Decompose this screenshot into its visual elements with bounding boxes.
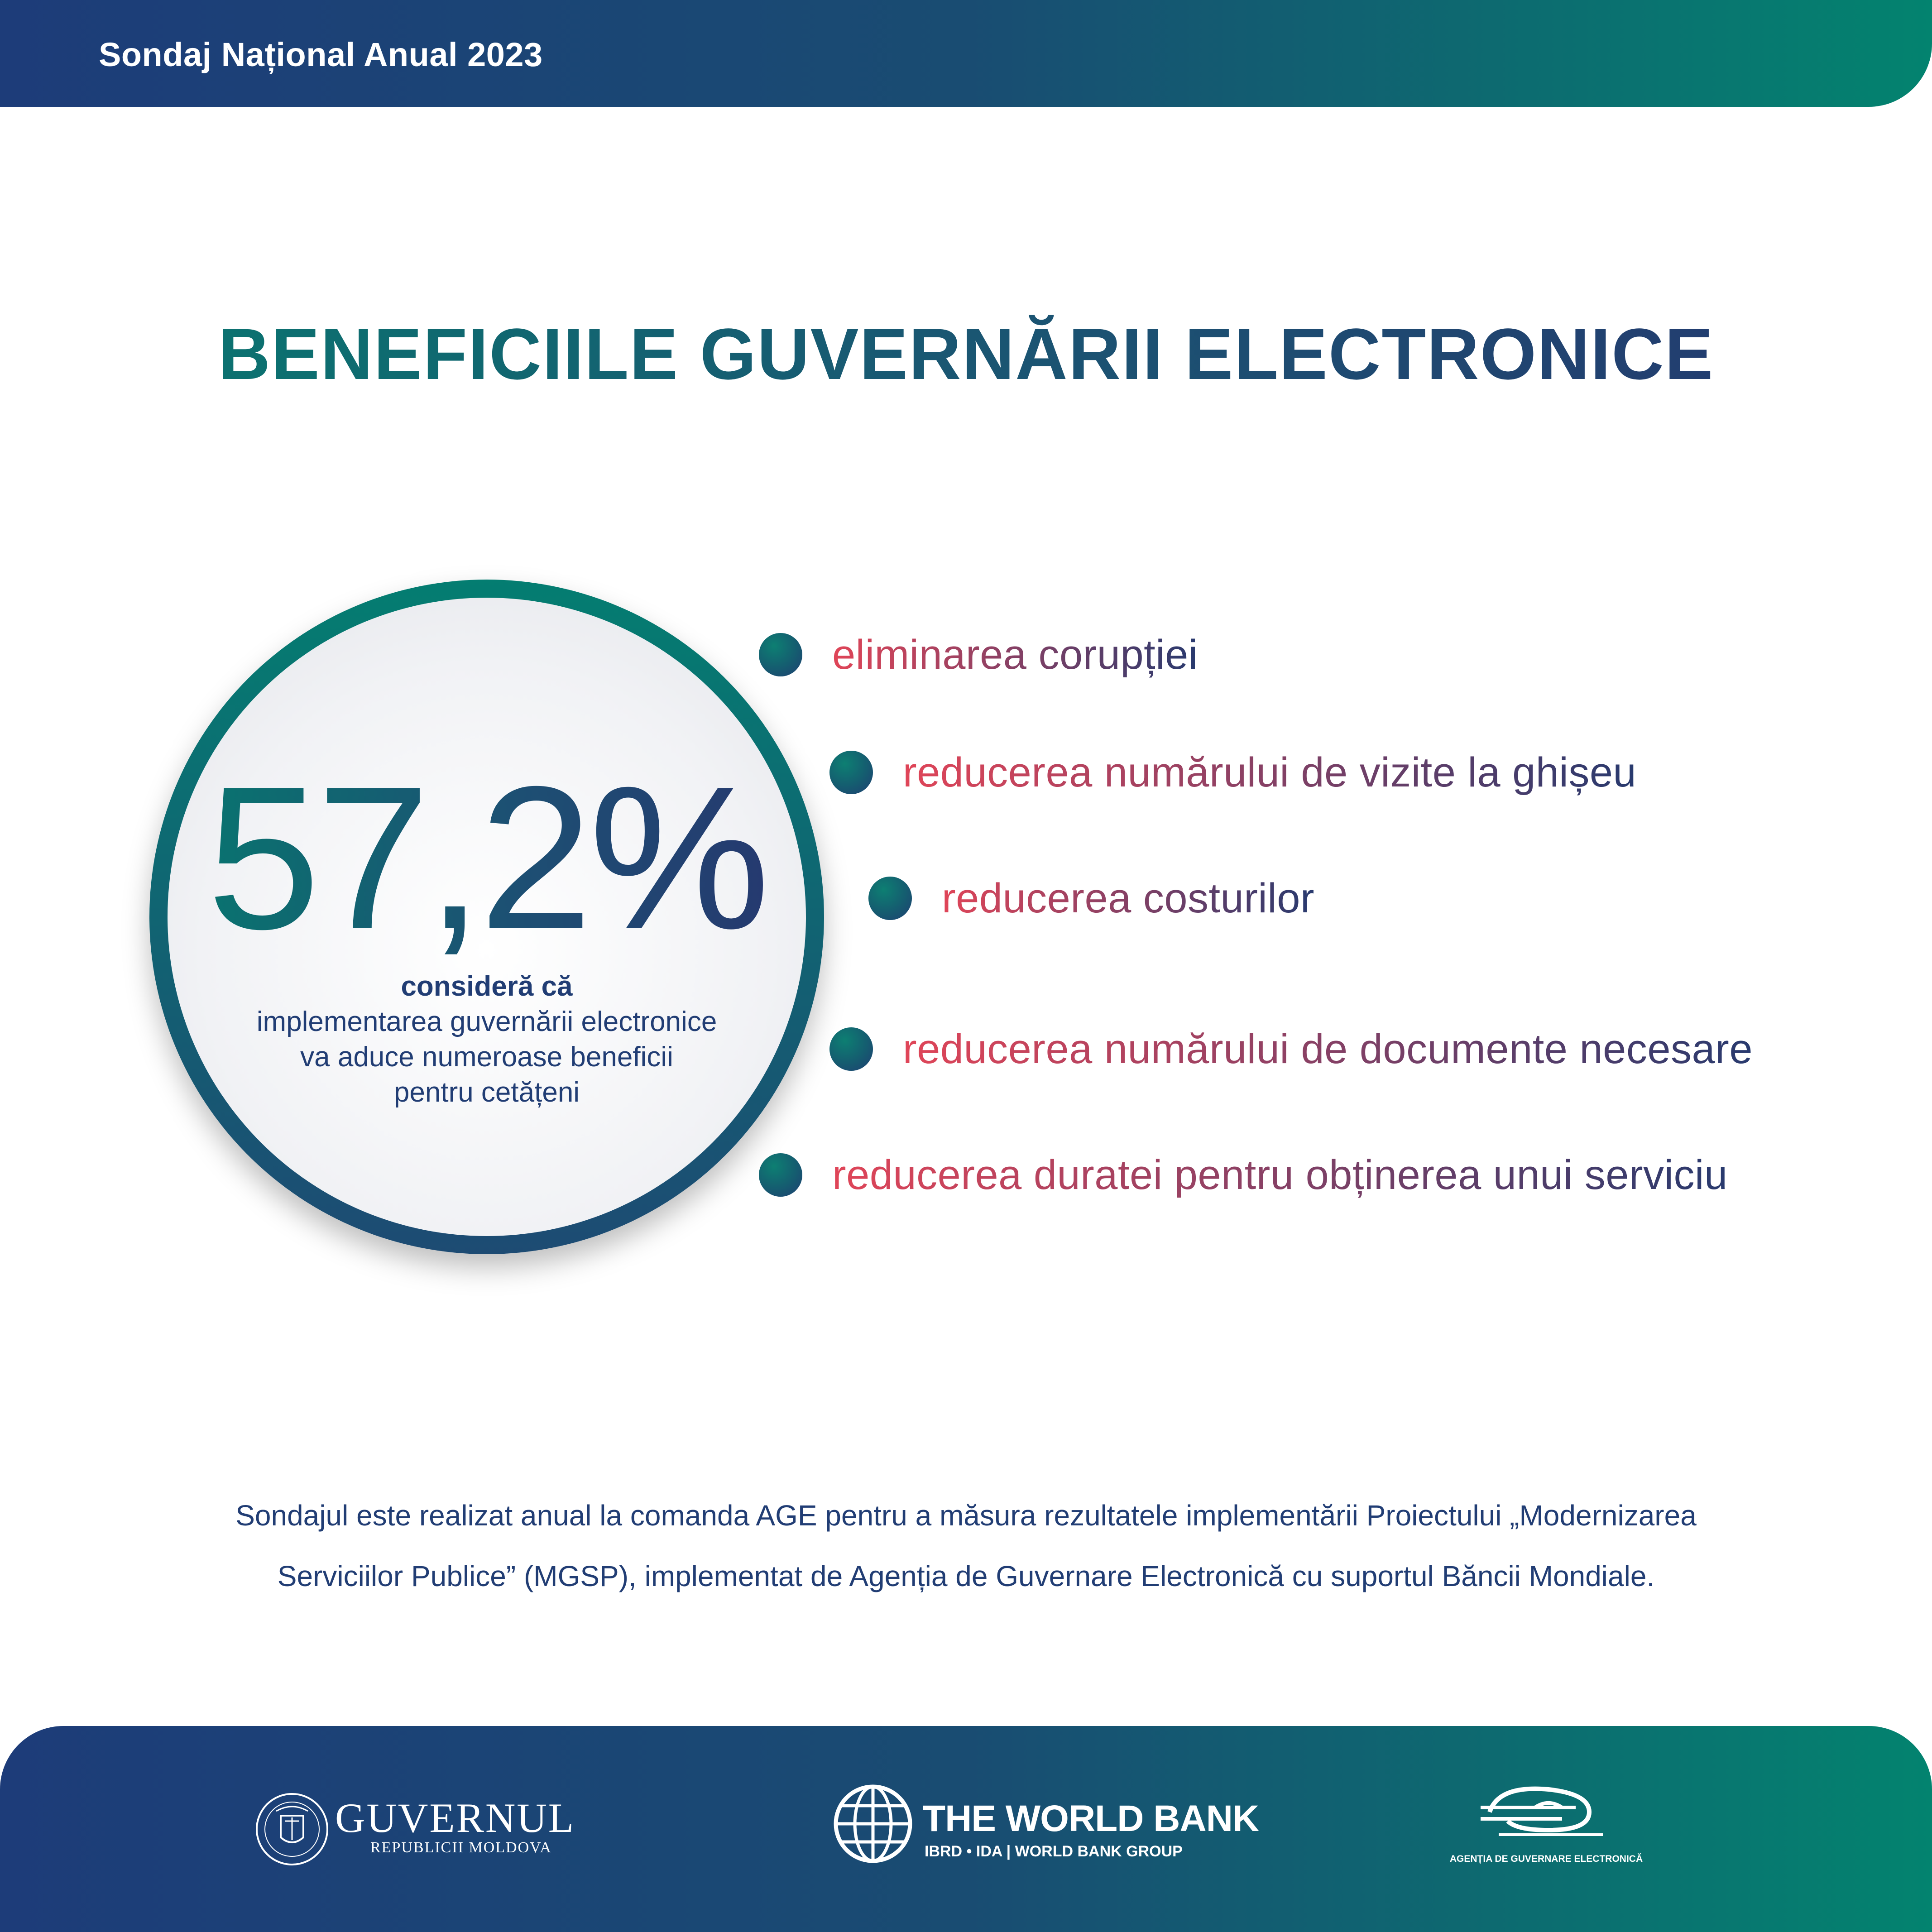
footer-bar bbox=[0, 1726, 1932, 1932]
world-bank-logo bbox=[832, 1783, 1259, 1874]
government-subtitle: REPUBLICII MOLDOVA bbox=[370, 1839, 552, 1856]
world-bank-subtitle: IBRD • IDA | WORLD BANK GROUP bbox=[925, 1843, 1183, 1860]
bullet-dot-icon bbox=[759, 633, 802, 676]
benefit-item bbox=[759, 630, 1198, 680]
benefit-text: eliminarea corupției bbox=[832, 631, 1198, 678]
benefit-item bbox=[829, 1024, 1753, 1074]
stat-line: pentru cetățeni bbox=[393, 1077, 580, 1108]
government-name: GUVERNUL bbox=[335, 1795, 575, 1841]
survey-label: Sondaj Național Anual 2023 bbox=[99, 36, 543, 73]
benefit-item bbox=[759, 1150, 1728, 1200]
benefit-text: reducerea duratei pentru obținerea unui serviciu bbox=[832, 1151, 1728, 1198]
stat-lead: consideră că bbox=[401, 971, 573, 1002]
footnote-line: Sondajul este realizat anual la comanda AGE pentru a măsura rezultatele implementării Proiectului „Modernizarea bbox=[235, 1499, 1697, 1532]
stat-line: implementarea guvernării electronice bbox=[256, 1006, 717, 1037]
age-logo bbox=[1440, 1780, 1653, 1880]
globe-icon bbox=[832, 1783, 914, 1865]
footnote bbox=[0, 1485, 1932, 1606]
bullet-dot-icon bbox=[829, 1027, 873, 1071]
benefit-text: reducerea costurilor bbox=[942, 875, 1315, 921]
benefit-item bbox=[829, 748, 1636, 797]
stat-percentage: 57,2% bbox=[149, 756, 824, 960]
stat-circle bbox=[149, 580, 824, 1254]
footnote-line: Serviciilor Publice” (MGSP), implementat de Agenția de Guvernare Electronică cu suportul Băncii Mondiale. bbox=[277, 1560, 1655, 1592]
benefit-text: reducerea numărului de vizite la ghișeu bbox=[903, 749, 1637, 796]
e-swirl-icon bbox=[1481, 1780, 1612, 1848]
bullet-dot-icon bbox=[868, 877, 912, 920]
benefit-text: reducerea numărului de documente necesare bbox=[903, 1026, 1753, 1072]
bullet-dot-icon bbox=[759, 1153, 802, 1197]
benefit-item bbox=[868, 873, 1314, 923]
stat-description bbox=[149, 969, 824, 1110]
stat-line: va aduce numeroase beneficii bbox=[300, 1041, 673, 1073]
header-bar bbox=[0, 0, 1932, 107]
government-logo bbox=[254, 1784, 580, 1874]
coat-of-arms-icon bbox=[254, 1784, 331, 1874]
age-name: AGENȚIA DE GUVERNARE ELECTRONICĂ bbox=[1449, 1854, 1643, 1864]
page-title: BENEFICIILE GUVERNĂRII ELECTRONICE bbox=[0, 312, 1932, 396]
bullet-dot-icon bbox=[829, 751, 873, 794]
world-bank-name: THE WORLD BANK bbox=[923, 1798, 1259, 1839]
